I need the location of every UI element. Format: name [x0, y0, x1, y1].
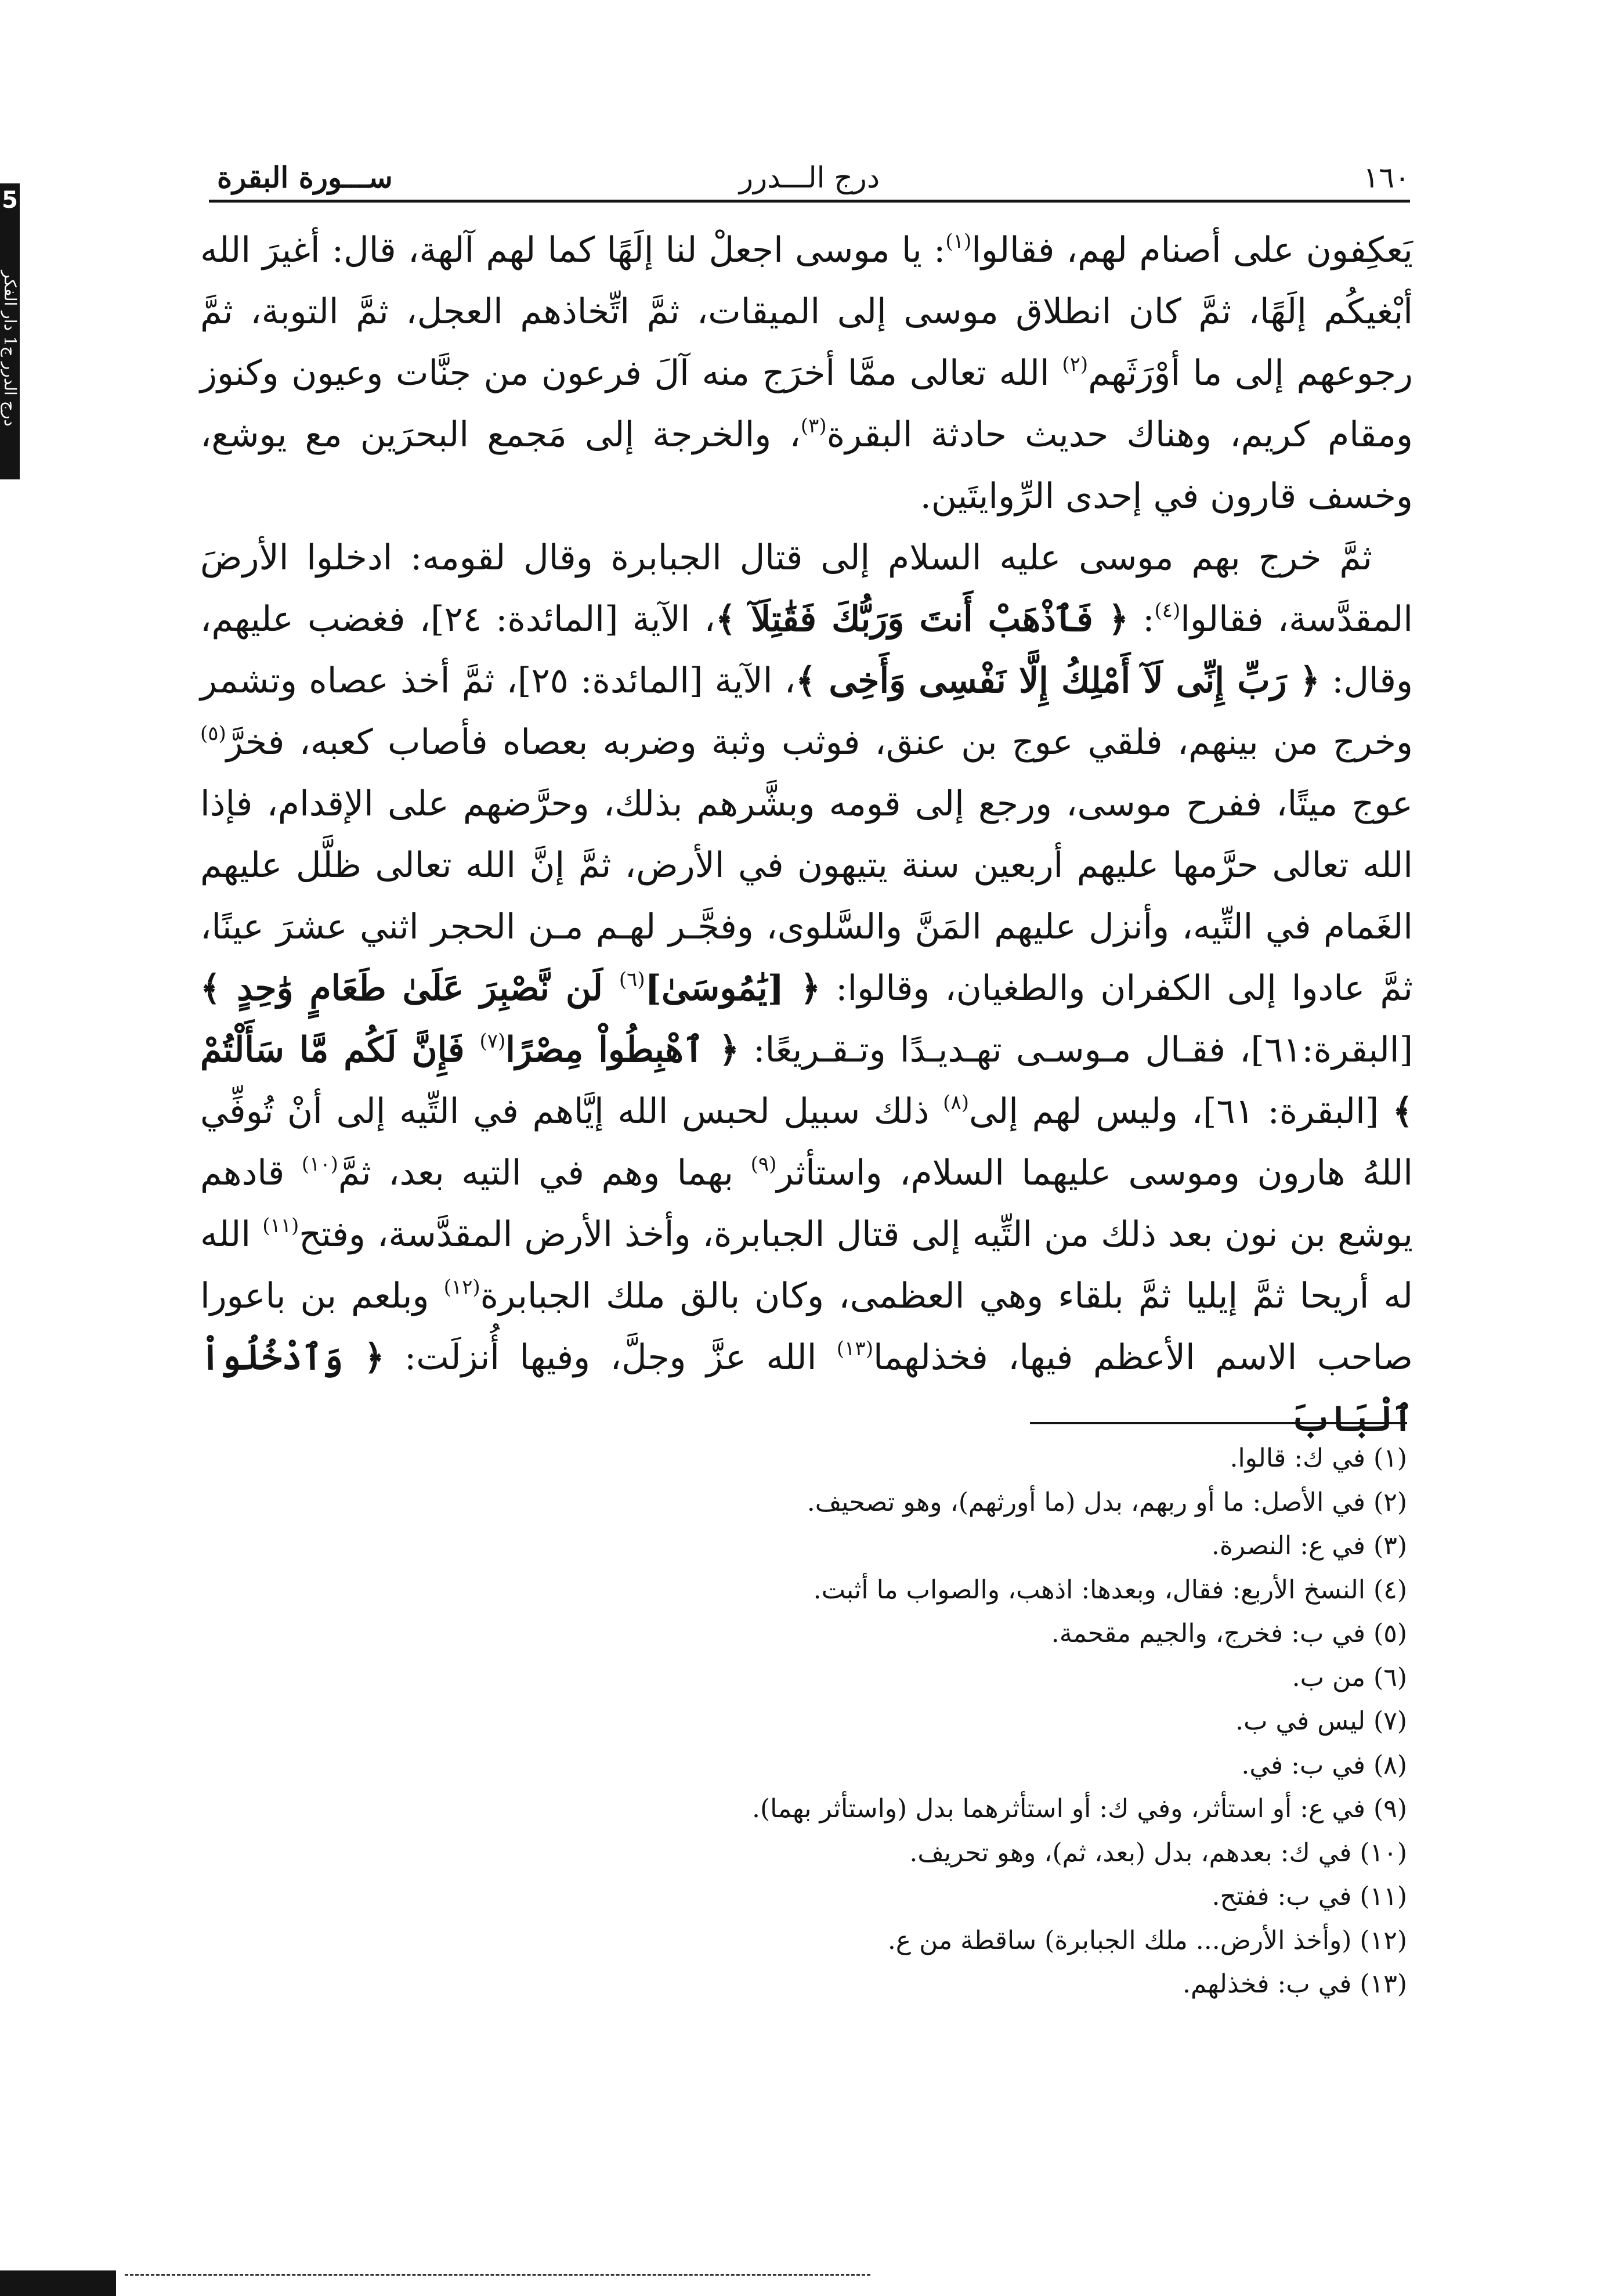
footnote-ref: (٤) — [1154, 599, 1181, 622]
footnote: (٣) في ع: النصرة. — [1211, 1531, 1407, 1561]
footnote-ref: (٢) — [1062, 353, 1089, 376]
footnote: (٤) النسخ الأربع: فقال، وبعدها: اذهب، والصواب ما أثبت. — [813, 1575, 1407, 1605]
footnotes — [754, 1436, 1407, 2006]
surah-title: ســـورة البقرة — [217, 160, 393, 194]
footnote-ref: (٨) — [943, 1091, 969, 1114]
scan-bottom-line — [125, 2274, 870, 2276]
footnote: (٧) ليس في ب. — [1235, 1706, 1407, 1736]
footnote-ref: (٣) — [800, 414, 827, 438]
page-header — [209, 156, 1410, 200]
header-divider — [209, 200, 1410, 203]
footnote: (٦) من ب. — [1292, 1662, 1407, 1692]
quran-verse: ﴿ رَبِّ إِنِّى لَآ أَمْلِكُ إِلَّا نَفْسِى وَأَخِى ﴾ — [796, 660, 1320, 701]
volume-number: 5 — [2, 187, 18, 214]
footnote: (٢) في الأصل: ما أو ربهم، بدل (ما أورثهم)، وهو تصحيف. — [807, 1487, 1407, 1517]
footnote-ref: (١١) — [262, 1214, 299, 1237]
footnote: (٥) في ب: فخرج، والجيم مقحمة. — [1051, 1619, 1407, 1648]
footnote: (٨) في ب: في. — [1241, 1750, 1407, 1780]
quran-verse: ﴿ فَٱذْهَبْ أَنتَ وَرَبُّكَ فَقَٰتِلَآ ﴾ — [715, 599, 1129, 640]
footnote-ref: (١٢) — [443, 1276, 480, 1299]
footnote: (١) في ك: قالوا. — [1230, 1443, 1407, 1473]
footnote-ref: (١) — [945, 230, 972, 253]
paragraph: ثمَّ خرج بهم موسى عليه السلام إلى قتال الجبابرة وقال لقومه: ادخلوا الأرضَ المقدَّسة، فقالوا$^{(٤)}$: ﴿ فَٱذْهَبْ أَنتَ وَرَبُّكَ فَقَٰتِلَآ ﴾، الآية [المائدة: ٢٤]، فغضب عليهم، وقال: ﴿ رَبِّ إِنِّى لَآ أَمْلِكُ إِلَّا نَفْسِى وَأَخِى ﴾، الآية [المائدة: ٢٥]، ثمَّ أخذ عصاه وتشمر وخرج من بينهم، فلقي عوج بن عنق، فوثب وثبة وضربه بعصاه فأصاب كعبه، فخرَّ$^{(٥)}$ عوج ميتًا، ففرح موسى، ورجع إلى قومه وبشَّرهم بذلك، وحرَّضهم على الإقدام، فإذا الله تعالى حرَّمها عليهم أربعين سنة يتيهون في الأرض، ثمَّ إنَّ الله تعالى ظلَّل عليهم الغَمام في التِّيه، وأنزل عليهم المَنَّ والسَّلوى، وفجَّـر لهـم مـن الحجر اثني عشرَ عينًا، ثمَّ عادوا إلى الكفران والطغيان، وقالوا: ﴿ [يَٰمُوسَىٰ]$^{(٦)}$ لَن نَّصْبِرَ عَلَىٰ طَعَامٍ وَٰحِدٍ ﴾ [البقرة:٦١]، فقـال مـوسـى تهـديـدًا وتـقـريعًا: ﴿ ٱهْبِطُواْ مِصْرًا$^{(٧)}$ فَإِنَّ لَكُم مَّا سَأَلْتُمْ ﴾ [البقرة: ٦١]، وليس لهم إلى$^{(٨)}$ ذلك سبيل لحبس الله إيَّاهم في التِّيه إلى أنْ تُوفِّي اللهُ هارون وموسى عليهما السلام، واستأثر$^{(٩)}$ بهما وهم في التيه بعد، ثمَّ$^{(١٠)}$ قادهم يوشع بن نون بعد ذلك من التِّيه إلى قتال الجبابرة، وأخذ الأرض المقدَّسة، وفتح$^{(١١)}$ الله له أريحا ثمَّ إيليا ثمَّ بلقاء وهي العظمى، وكان بالق ملك الجبابرة$^{(١٢)}$ وبلعم بن باعورا صاحب الاسم الأعظم فيها، فخذلهما$^{(١٣)}$ الله عزَّ وجلَّ، وفيها أُنزلَت: ﴿ وَٱدْخُلُواْ ٱلْبَابَ — [200, 537, 1413, 1439]
quran-verse: ﴿ وَٱدْخُلُواْ ٱلْبَابَ — [200, 1337, 1413, 1439]
quran-verse: ﴿ [يَٰمُوسَىٰ] — [645, 968, 821, 1009]
quran-verse: ﴿ ٱهْبِطُواْ مِصْرًا — [505, 1030, 740, 1070]
footnote-ref: (٩) — [750, 1153, 777, 1176]
quran-verse: فَإِنَّ لَكُم مَّا سَأَلْتُمْ ﴾ — [200, 1030, 1413, 1132]
page-number: ١٦٠ — [1363, 161, 1410, 194]
book-title: درج الـــدرر — [739, 161, 880, 194]
footnote: (٩) في ع: أو استأثر، وفي ك: أو استأثرهما بدل (واستأثر بهما). — [752, 1794, 1407, 1824]
footnote: (١٣) في ب: فخذلهم. — [1182, 1969, 1407, 1999]
footnote-ref: (١٣) — [836, 1337, 873, 1360]
footnote: (١١) في ب: ففتح. — [1212, 1882, 1407, 1911]
footnote-ref: (١٠) — [301, 1153, 338, 1176]
book-stamp: درج الدرر ج1 دار الفكر — [1, 270, 20, 427]
paragraph: يَعكِفون على أصنام لهم، فقالوا$^{(١)}$: يا موسى اجعلْ لنا إلَهًا كما لهم آلهة، قال: أغيرَ الله أبْغيكُم إلَهًا، ثمَّ كان انطلاق موسى إلى الميقات، ثمَّ اتِّخاذهم العجل، ثمَّ التوبة، ثمَّ رجوعهم إلى ما أوْرَثَهم$^{(٢)}$ الله تعالى ممَّا أخرَج منه آلَ فرعون من جنَّات وعيون وكنوز ومقام كريم، وهناك حديث حادثة البقرة$^{(٣)}$، والخرجة إلى مَجمع البحرَين مع يوشع، وخسف قارون في إحدى الرِّوايتَين. — [200, 230, 1413, 517]
footnote: (١٠) في ك: بعدهم، بدل (بعد، ثم)، وهو تحريف. — [909, 1837, 1407, 1868]
footnote-ref: (٥) — [200, 722, 226, 745]
footnote-divider — [1030, 1422, 1407, 1424]
footnote-ref: (٦) — [619, 968, 645, 991]
footnote: (١٢) (وأخذ الأرض... ملك الجبابرة) ساقطة من ع. — [887, 1925, 1407, 1955]
footnote-ref: (٧) — [479, 1030, 506, 1053]
scan-edge-mark — [0, 2270, 116, 2296]
quran-verse: لَن نَّصْبِرَ عَلَىٰ طَعَامٍ وَٰحِدٍ ﴾ — [200, 968, 619, 1009]
side-tab — [0, 183, 20, 479]
main-text — [200, 219, 1413, 1450]
